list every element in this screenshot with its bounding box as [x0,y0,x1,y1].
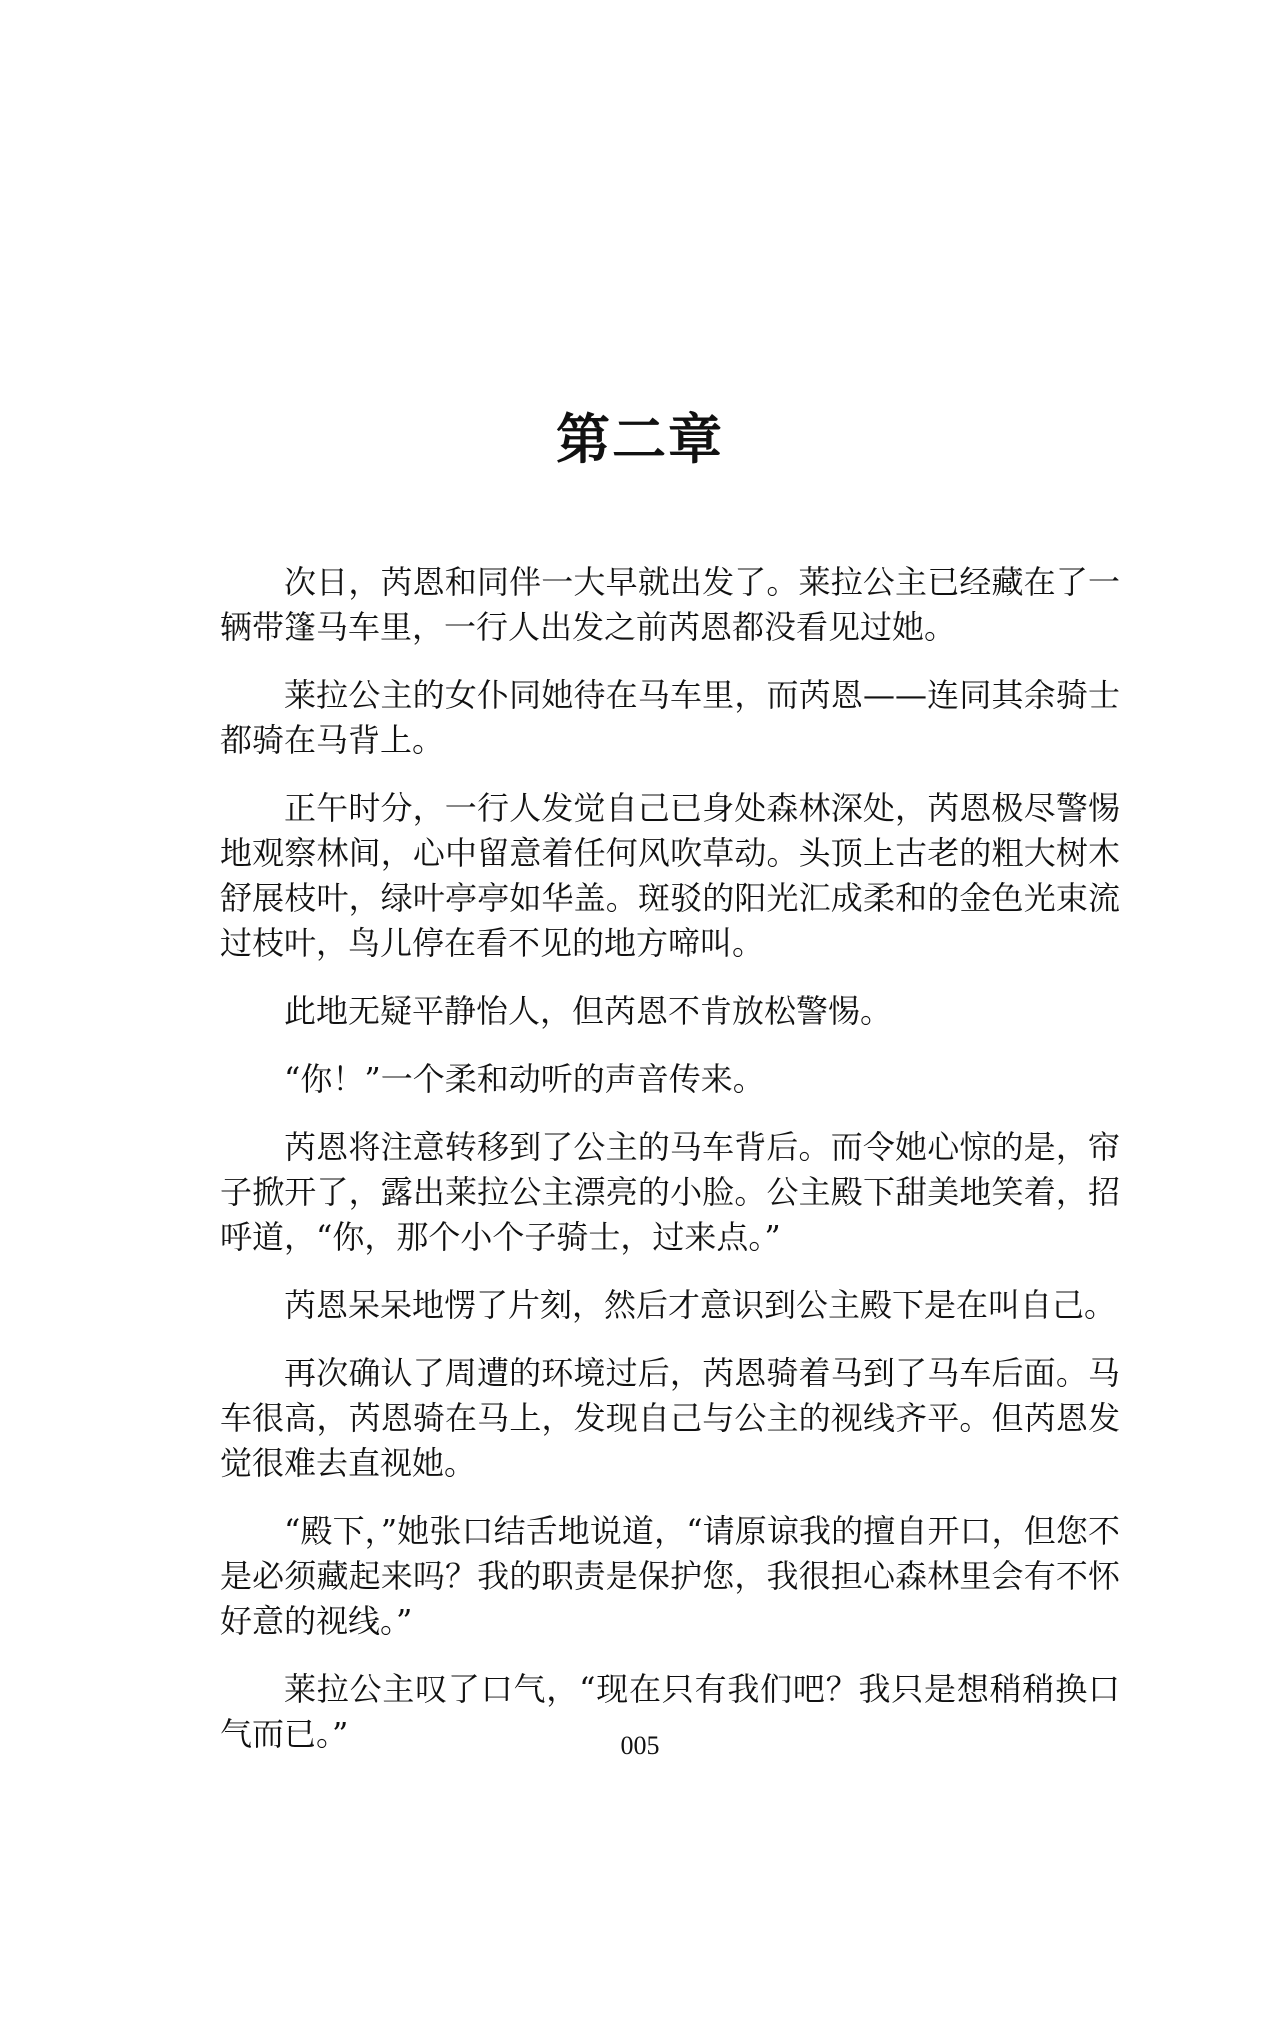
paragraph: 此地无疑平静怡人，但芮恩不肯放松警惕。 [284,992,893,1030]
chapter-body [220,560,1120,1780]
paragraph: “你！”一个柔和动听的声音传来。 [284,1060,765,1098]
paragraph: 次日，芮恩和同伴一大早就出发了。莱拉公主已经藏在了一辆带篷马车里，一行人出发之前芮恩都没看见过她。 [220,563,1120,646]
page-number: 005 [620,1731,660,1760]
paragraph: 再次确认了周遭的环境过后，芮恩骑着马到了马车后面。马车很高，芮恩骑在马上，发现自己与公主的视线齐平。但芮恩发觉很难去直视她。 [220,1354,1120,1482]
paragraph: 莱拉公主叹了口气，“现在只有我们吧？我只是想稍稍换口气而已。” [220,1670,1120,1753]
paragraph: 正午时分，一行人发觉自己已身处森林深处，芮恩极尽警惕地观察林间，心中留意着任何风吹草动。头顶上古老的粗大树木舒展枝叶，绿叶亭亭如华盖。斑驳的阳光汇成柔和的金色光束流过枝叶，鸟儿停在看不见的地方啼叫。 [220,789,1120,962]
paragraph: “殿下，”她张口结舌地说道，“请原谅我的擅自开口，但您不是必须藏起来吗？我的职责是保护您，我很担心森林里会有不怀好意的视线。” [220,1512,1120,1640]
paragraph: 芮恩呆呆地愣了片刻，然后才意识到公主殿下是在叫自己。 [284,1286,1117,1324]
paragraph: 莱拉公主的女仆同她待在马车里，而芮恩——连同其余骑士都骑在马背上。 [220,676,1120,759]
chapter-title: 第二章 [556,407,724,471]
paragraph: 芮恩将注意转移到了公主的马车背后。而令她心惊的是，帘子掀开了，露出莱拉公主漂亮的小脸。公主殿下甜美地笑着，招呼道，“你，那个小个子骑士，过来点。” [220,1128,1120,1256]
